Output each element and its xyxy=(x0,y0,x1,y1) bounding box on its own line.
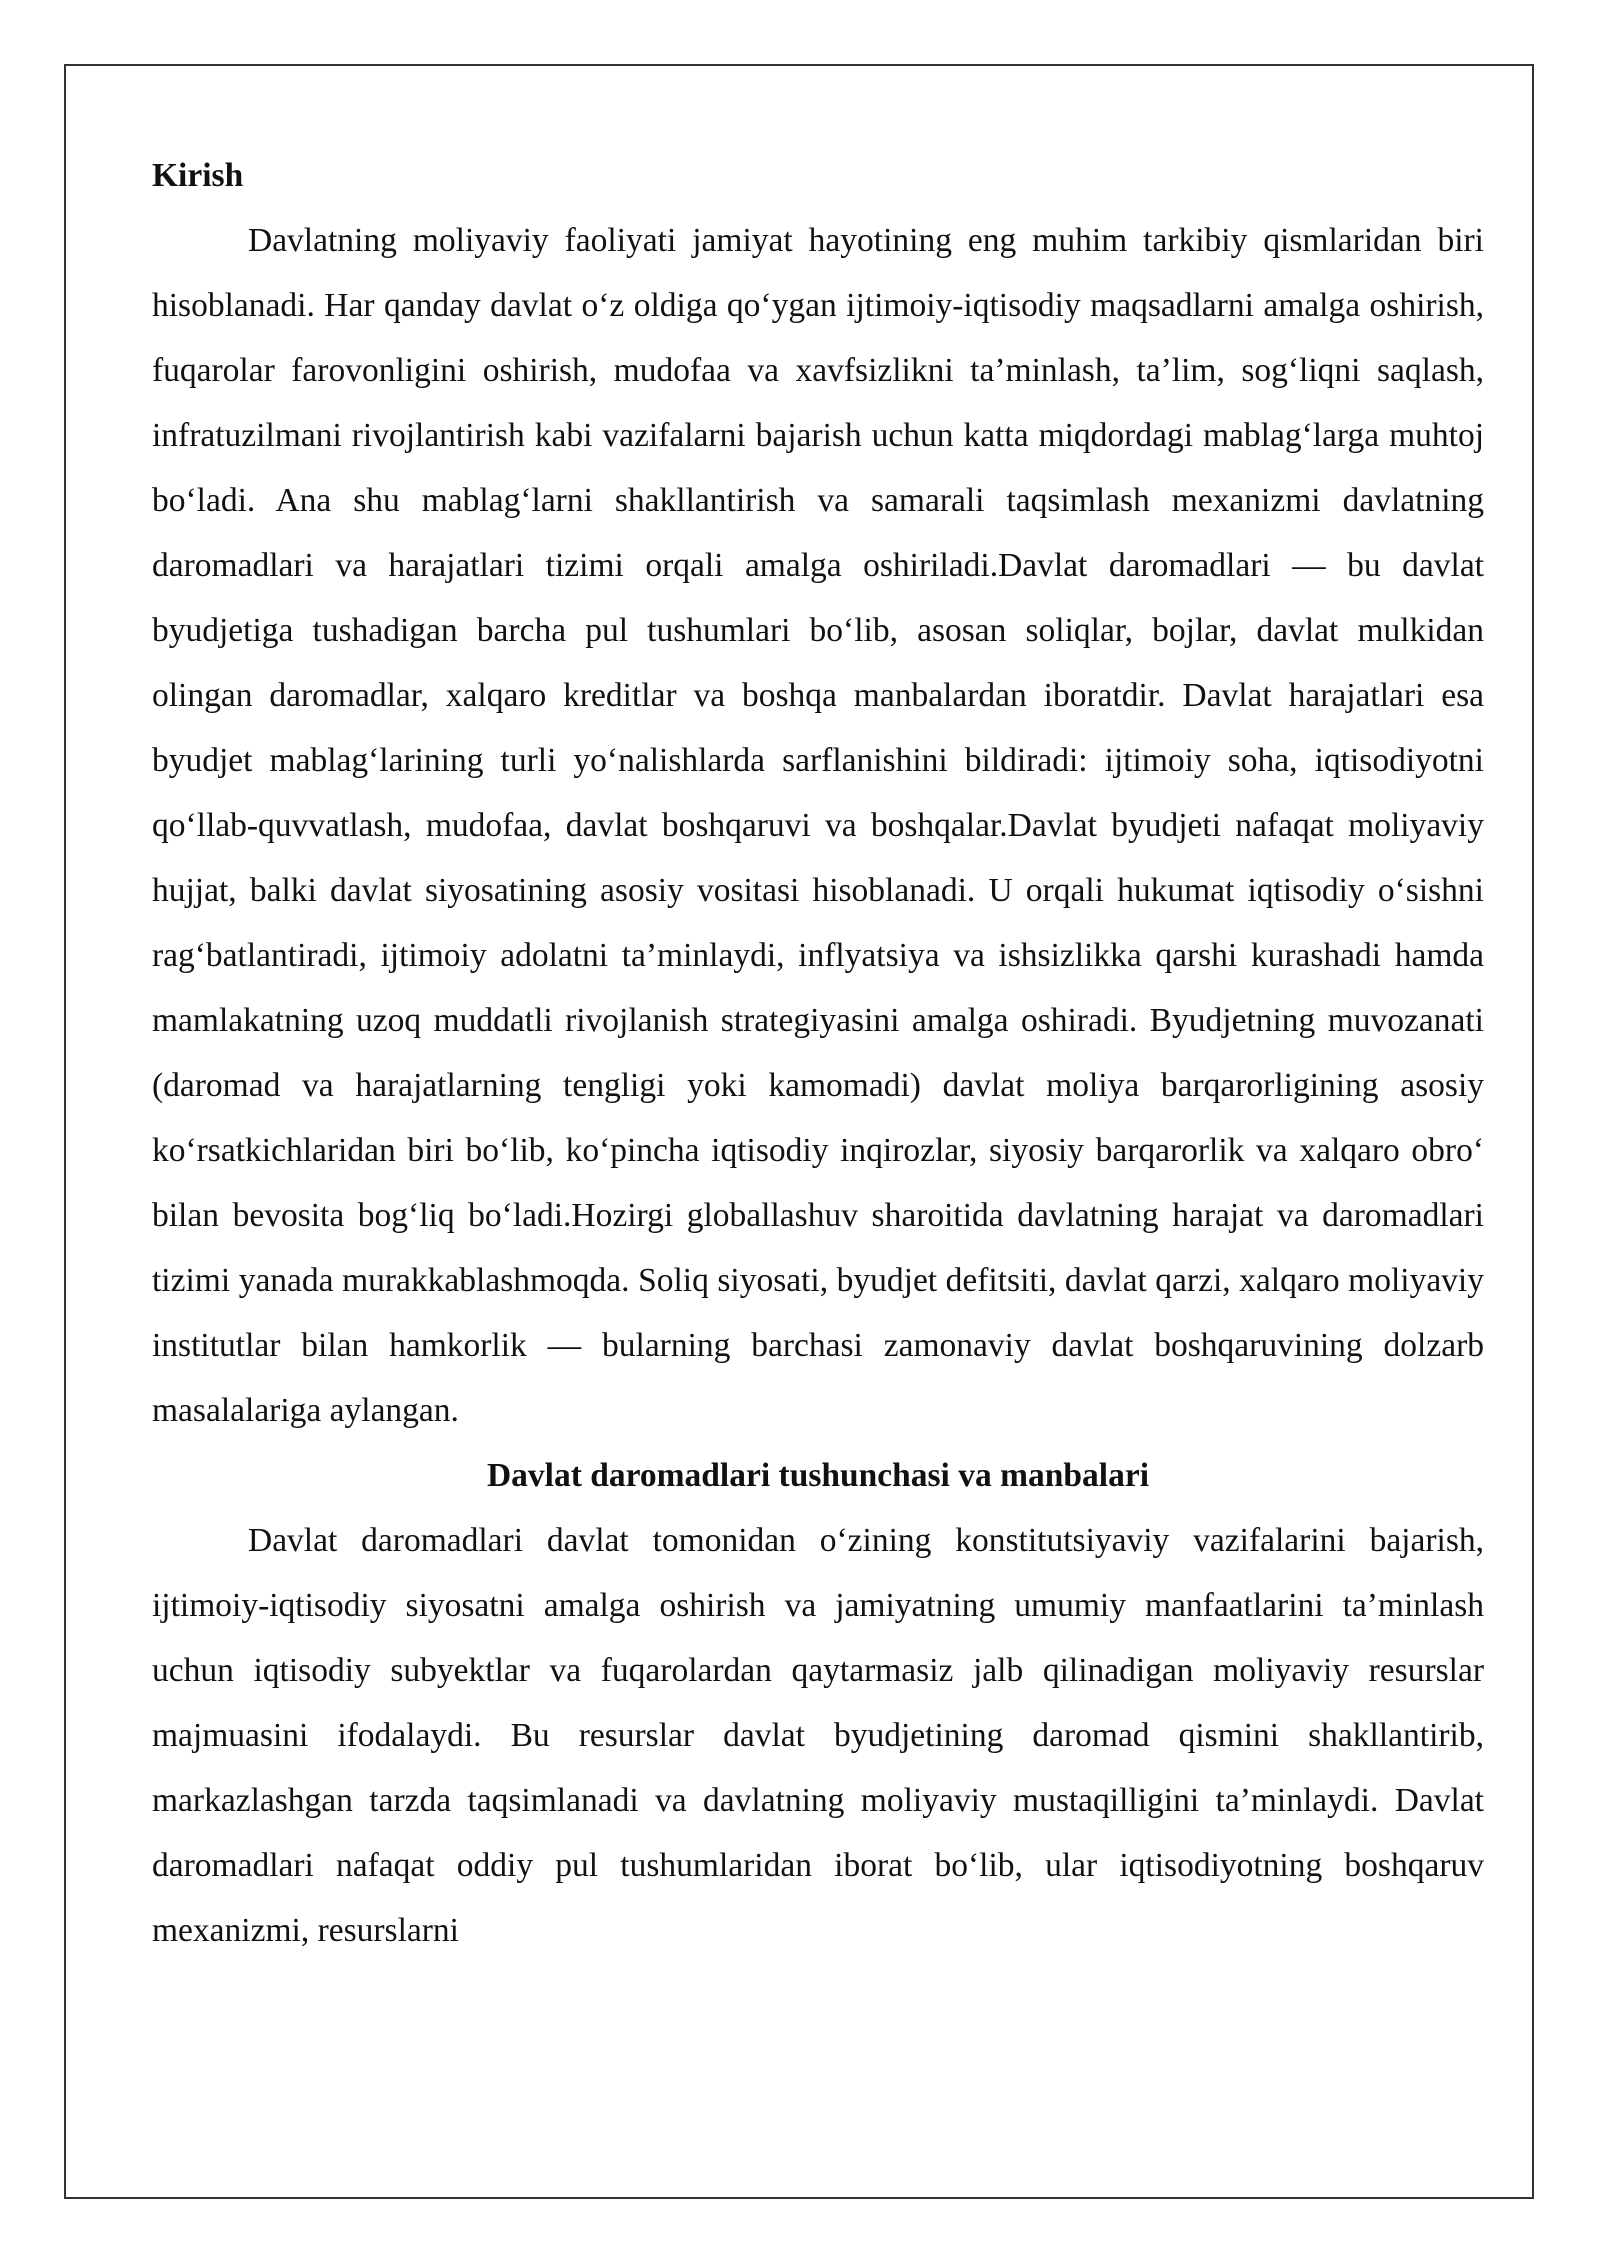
paragraph-kirish: Davlatning moliyaviy faoliyati jamiyat hayotining eng muhim tarkibiy qismlaridan biri hisoblanadi. Har qanday davlat o‘z oldiga qo‘ygan ijtimoiy-iqtisodiy maqsadlarni amalga oshirish, fuqarolar farovonligini oshirish, mudofaa va xavfsizlikni ta’minlash, ta’lim, sog‘liqni saqlash, infratuzilmani rivojlantirish kabi vazifalarni bajarish uchun katta miqdordagi mablag‘larga muhtoj bo‘ladi. Ana shu mablag‘larni shakllantirish va samarali taqsimlash mexanizmi davlatning daromadlari va harajatlari tizimi orqali amalga oshiriladi.Davlat daromadlari — bu davlat byudjetiga tushadigan barcha pul tushumlari bo‘lib, asosan soliqlar, bojlar, davlat mulkidan olingan daromadlar, xalqaro kreditlar va boshqa manbalardan iboratdir. Davlat harajatlari esa byudjet mablag‘larining turli yo‘nalishlarda sarflanishini bildiradi: ijtimoiy soha, iqtisodiyotni qo‘llab-quvvatlash, mudofaa, davlat boshqaruvi va boshqalar.Davlat byudjeti nafaqat moliyaviy hujjat, balki davlat siyosatining asosiy vositasi hisoblanadi. U orqali hukumat iqtisodiy o‘sishni rag‘batlantiradi, ijtimoiy adolatni ta’minlaydi, inflyatsiya va ishsizlikka qarshi kurashadi hamda mamlakatning uzoq muddatli rivojlanish strategiyasini amalga oshiradi. Byudjetning muvozanati (daromad va harajatlarning tengligi yoki kamomadi) davlat moliya barqarorligining asosiy ko‘rsatkichlaridan biri bo‘lib, ko‘pincha iqtisodiy inqirozlar, siyosiy barqarorlik va xalqaro obro‘ bilan bevosita bog‘liq bo‘ladi.Hozirgi globallashuv sharoitida davlatning harajat va daromadlari tizimi yanada murakkablashmoqda. Soliq siyosati, byudjet defitsiti, davlat qarzi, xalqaro moliyaviy institutlar bilan hamkorlik — bularning barchasi zamonaviy davlat boshqaruvining dolzarb masalalariga aylangan. xyxy=(152,222,1484,1429)
paragraph-daromadlar: Davlat daromadlari davlat tomonidan o‘zining konstitutsiyaviy vazifalarini bajarish, ijtimoiy-iqtisodiy siyosatni amalga oshirish va jamiyatning umumiy manfaatlarini ta’minlash uchun iqtisodiy subyektlar va fuqarolardan qaytarmasiz jalb qilinadigan moliyaviy resurslar majmuasini ifodalaydi. Bu resurslar davlat byudjetining daromad qismini shakllantirib, markazlashgan tarzda taqsimlanadi va davlatning moliyaviy mustaqilligini ta’minlaydi. Davlat daromadlari nafaqat oddiy pul tushumlaridan iborat bo‘lib, ular iqtisodiyotning boshqaruv mexanizmi, resurslarni xyxy=(152,1522,1484,1949)
section-heading-daromadlar: Davlat daromadlari tushunchasi va manbalari xyxy=(486,1457,1150,1494)
section-heading-kirish: Kirish xyxy=(152,157,244,194)
document-body xyxy=(152,143,1484,1963)
